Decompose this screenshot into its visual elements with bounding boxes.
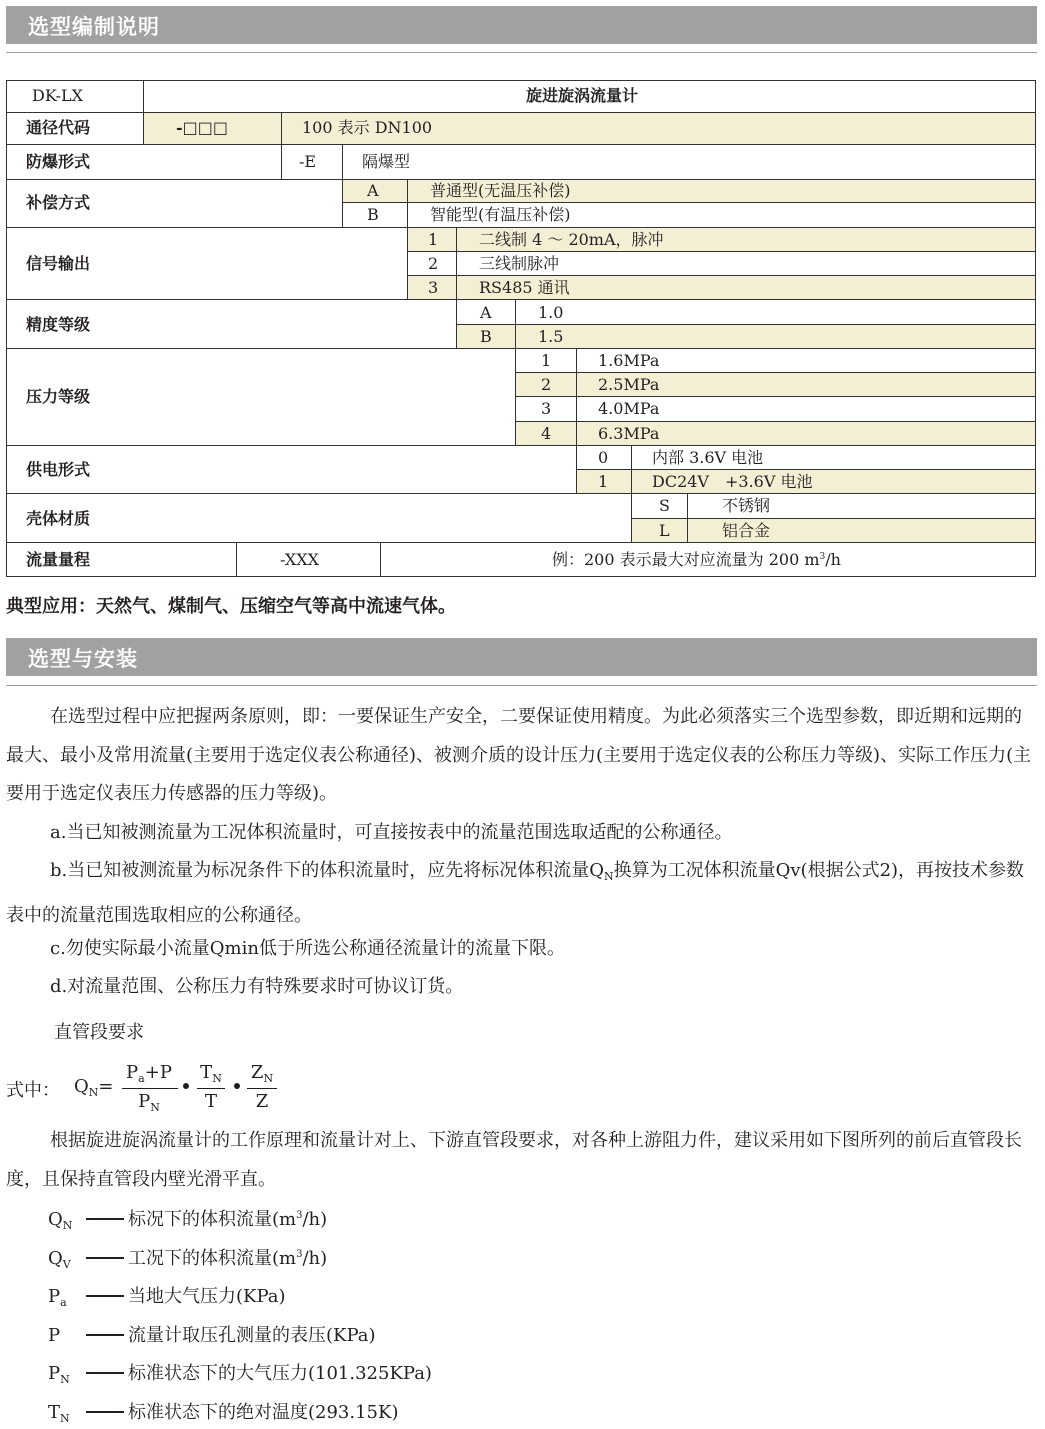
row-label-diameter: 通径代码 [26,118,91,137]
section-title: 选型与安装 [28,647,138,671]
option-code: L [659,521,670,540]
row-label-signal: 信号输出 [26,254,91,273]
typical-application: 典型应用：天然气、煤制气、压缩空气等高中流速气体。 [6,596,456,617]
fraction-numerator: $P_a+P$ [126,1062,172,1085]
item-b: b.当已知被测流量为标况条件下的体积流量时，应先将标况体积流量$Q_N$换算为工况体积流量Qv(根据公式2)，再按技术参数表中的流量范围选取相应的公称通径。 [6,860,1025,926]
explosion-code: -E [299,152,317,171]
option-code: 1 [541,351,552,370]
definition-item: $Q_N$ 标况下的体积流量$(m^3/h)$ [48,1209,328,1232]
row-fill [515,421,1035,445]
fraction-denominator: Z [255,1091,269,1112]
row-label-explosion: 防爆形式 [26,152,91,171]
option-desc: 1.0 [538,303,564,322]
definition-item: P 流量计取压孔测量的表压(KPa) [48,1325,376,1346]
option-desc: 三线制脉冲 [479,254,560,273]
fraction-numerator: $Z_N$ [250,1062,274,1085]
formula-lhs: $Q_N=$ [74,1076,114,1099]
option-code: A [367,181,379,200]
item-c: c.勿使实际最小流量Qmin低于所选公称通径流量计的流量下限。 [50,938,565,959]
row-label-compensation: 补偿方式 [26,193,91,212]
row-fill [631,518,1035,542]
option-desc: 普通型(无温压补偿) [430,181,571,200]
option-desc: 内部 3.6V 电池 [652,448,764,467]
row-label-power: 供电形式 [26,460,91,479]
fraction-bar [247,1088,277,1089]
option-desc: 铝合金 [722,521,771,540]
section-header-selection-install [6,638,1037,676]
diameter-code: -□□□ [176,118,228,137]
option-desc: 1.5 [538,327,564,346]
product-name: 旋进旋涡流量计 [526,86,639,105]
option-code: 2 [428,254,439,273]
option-code: 4 [541,424,552,443]
explosion-desc: 隔爆型 [362,152,411,171]
definition-item: $Q_V$ 工况下的体积流量$(m^3/h)$ [48,1248,328,1271]
paragraph-straight-pipe: 根据旋进旋涡流量计的工作原理和流量计对上、下游直管段要求，对各种上游阻力件，建议采用如下图所列的前后直管段长度，且保持直管段内壁光滑平直。 [6,1130,1022,1190]
option-code: A [480,303,492,322]
option-code: 1 [428,230,439,249]
row-label-pressure: 压力等级 [26,387,91,406]
option-desc: 二线制 4 ～ 20mA，脉冲 [479,230,664,249]
divider [6,685,1037,686]
option-desc: 2.5MPa [598,375,660,394]
option-code: S [659,496,670,515]
option-code: B [480,327,492,346]
definition-item: $T_N$ 标准状态下的绝对温度(293.15K) [48,1402,399,1425]
option-desc: DC24V +3.6V 电池 [652,472,813,491]
definition-item: $P_N$ 标准状态下的大气压力(101.325KPa) [48,1363,432,1386]
option-desc: 6.3MPa [598,424,660,443]
fraction-bar [197,1088,225,1089]
option-desc: 4.0MPa [598,399,660,418]
row-label-material: 壳体材质 [26,509,91,528]
fraction-denominator: T [204,1091,217,1112]
option-desc: 1.6MPa [598,351,660,370]
option-code: B [367,205,379,224]
row-fill [515,373,1035,396]
option-desc: 智能型(有温压补偿) [430,205,571,224]
multiply-dot [234,1083,240,1089]
model-selection-table [0,0,1045,600]
option-code: 2 [541,375,552,394]
model-code: DK-LX [32,86,84,105]
range-code: -XXX [280,550,320,569]
range-desc: 例：200 表示最大对应流量为 200 $m^3/h$ [552,550,841,569]
option-code: 3 [541,399,552,418]
fraction-numerator: $T_N$ [200,1062,222,1085]
item-a: a.当已知被测流量为工况体积流量时，可直接按表中的流量范围选取适配的公称通径。 [50,822,733,843]
fraction-denominator: $P_N$ [138,1091,160,1114]
row-fill [143,112,1035,144]
straight-pipe-heading: 直管段要求 [54,1022,144,1043]
section-title: 选型编制说明 [28,15,160,39]
formula-prefix: 式中： [6,1080,60,1101]
paragraph-principles: 在选型过程中应把握两条原则，即：一要保证生产安全，二要保证使用精度。为此必须落实三个选型参数，即近期和远期的最大、最小及常用流量(主要用于选定仪表公称通径)、被测介质的设计压力(主要用于选定仪表的公称压力等级)、实际工作压力(主要用于选定仪表压力传感器的压力等级)。 [6,706,1032,804]
fraction-bar [122,1088,178,1089]
option-code: 1 [598,472,609,491]
row-label-accuracy: 精度等级 [26,315,91,334]
definition-item: $P_a$ 当地大气压力(KPa) [48,1286,286,1309]
option-desc: 不锈钢 [722,496,771,515]
multiply-dot [183,1083,189,1089]
row-label-range: 流量量程 [26,550,91,569]
option-desc: RS485 通讯 [479,278,570,297]
option-code: 3 [428,278,439,297]
item-d: d.对流量范围、公称压力有特殊要求时可协议订货。 [50,976,464,997]
diameter-desc: 100 表示 DN100 [302,118,433,137]
option-code: 0 [598,448,609,467]
